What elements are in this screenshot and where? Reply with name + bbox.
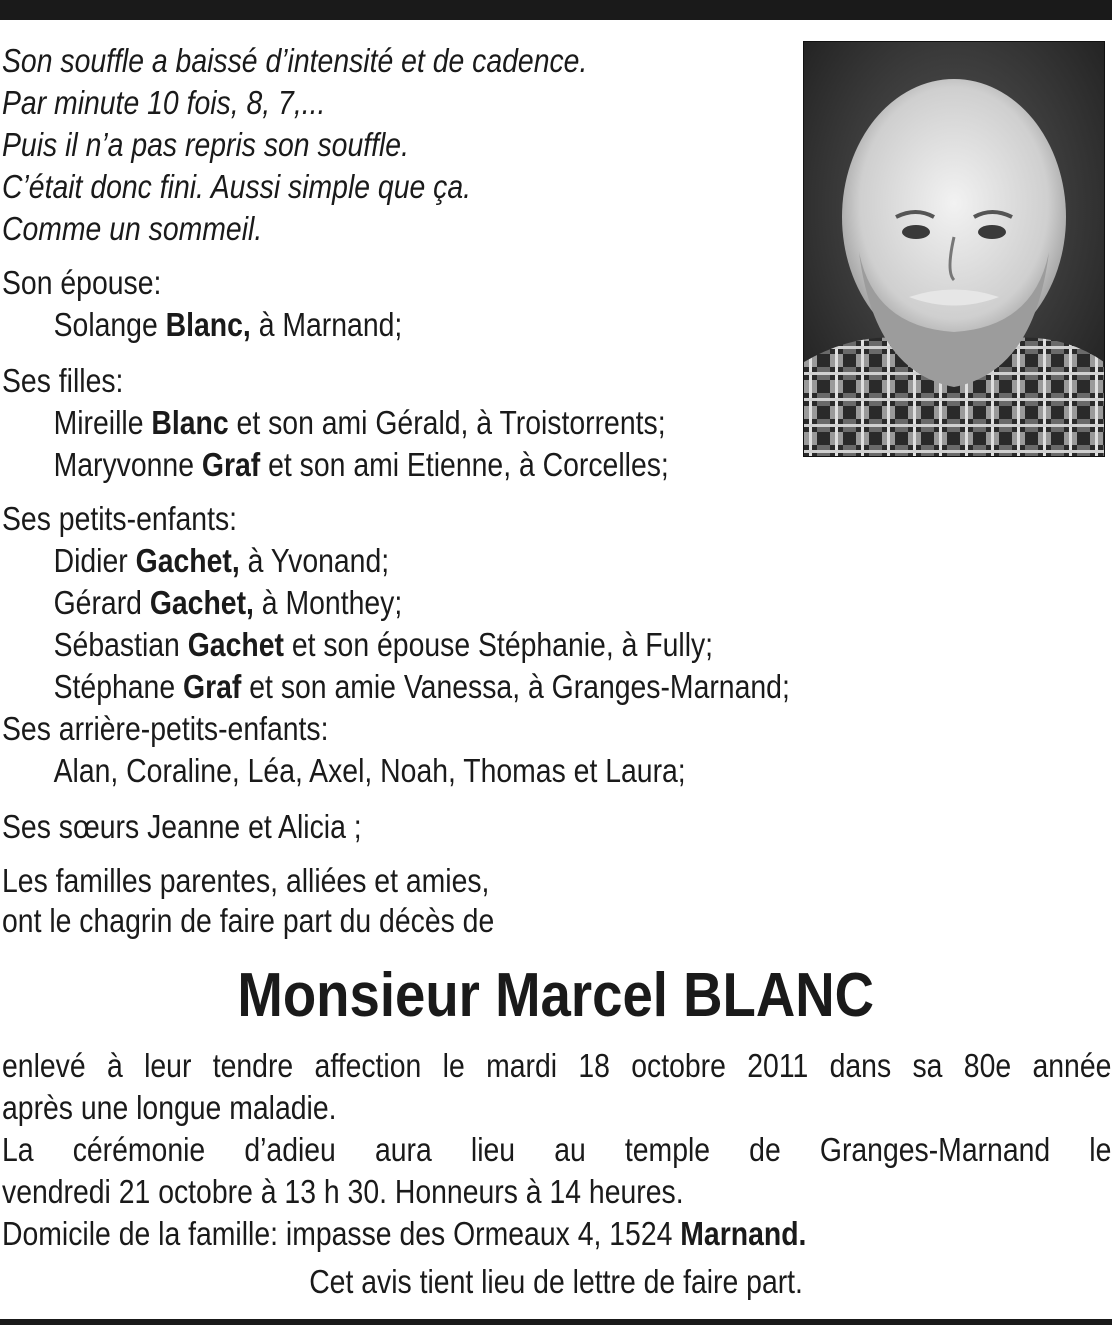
poem-line: C’était donc fini. Aussi simple que ça. (2, 168, 472, 205)
last-name: Blanc, (165, 306, 251, 343)
poem-line: Puis il n’a pas repris son souffle. (2, 126, 409, 163)
poem-line: Par minute 10 fois, 8, 7,... (2, 84, 326, 121)
first-name: Didier (53, 542, 128, 579)
familles-line: Les familles parentes, alliées et amies, (2, 862, 490, 899)
first-name: Sébastian (53, 626, 180, 663)
first-name: Maryvonne (53, 446, 194, 483)
details-line: vendredi 21 octobre à 13 h 30. Honneurs à 14 heures. (2, 1173, 684, 1210)
last-name: Graf (201, 446, 261, 483)
first-name: Stéphane (53, 668, 176, 705)
deceased-name (0, 958, 1112, 1034)
family-member-line (2, 666, 790, 708)
poem-line: Son souffle a baissé d’intensité et de cadence. (2, 42, 588, 79)
last-name: Blanc (151, 404, 229, 441)
family-member-line (2, 444, 669, 486)
bottom-border-rule (0, 1319, 1112, 1325)
last-name: Gachet, (149, 584, 254, 621)
details-line: enlevé à leur tendre affection le mardi 18 octobre 2011 dans sa 80e année (2, 1047, 1112, 1084)
address-locality: Marnand. (680, 1215, 807, 1252)
family-member-line (2, 624, 713, 666)
first-name: Mireille (53, 404, 144, 441)
last-name: Graf (183, 668, 242, 705)
poem (2, 40, 587, 250)
relation-detail: à Monthey; (253, 584, 403, 621)
petits-enfants-heading: Ses petits-enfants: (2, 500, 238, 537)
arriere-names: Alan, Coraline, Léa, Axel, Noah, Thomas et Laura; (53, 752, 686, 789)
details-line: La cérémonie d’adieu aura lieu au temple de Granges-Marnand le (2, 1131, 1112, 1168)
relation-detail: à Marnand; (250, 306, 403, 343)
last-name: Gachet (187, 626, 284, 663)
address-text: Domicile de la famille: impasse des Ormeaux 4, 1524 (2, 1215, 681, 1252)
deceased-name-text: Monsieur Marcel BLANC (237, 961, 875, 1030)
family-member-line (2, 540, 389, 582)
relation-detail: et son épouse Stéphanie, à Fully; (283, 626, 714, 663)
details-line (2, 1213, 1111, 1255)
relation-detail: et son amie Vanessa, à Granges-Marnand; (241, 668, 790, 705)
closing-text: Cet avis tient lieu de lettre de faire part. (309, 1263, 803, 1300)
relation-detail: et son ami Gérald, à Troistorrents; (228, 404, 666, 441)
family-member-line (2, 304, 402, 346)
epouse-heading: Son épouse: (2, 264, 162, 301)
top-border-rule (0, 0, 1112, 20)
last-name: Gachet, (135, 542, 240, 579)
relation-detail: à Yvonand; (239, 542, 390, 579)
filles-heading: Ses filles: (2, 362, 124, 399)
familles-line: ont le chagrin de faire part du décès de (2, 902, 495, 939)
first-name: Solange (53, 306, 158, 343)
portrait-image (804, 42, 1104, 456)
soeurs-line: Ses sœurs Jeanne et Alicia ; (2, 808, 362, 845)
family-member-line (2, 402, 666, 444)
details-paragraph (2, 1045, 1111, 1255)
details-line: après une longue maladie. (2, 1089, 337, 1126)
poem-line: Comme un sommeil. (2, 210, 263, 247)
relation-detail: et son ami Etienne, à Corcelles; (260, 446, 669, 483)
portrait-photo (803, 41, 1105, 457)
first-name: Gérard (53, 584, 142, 621)
arriere-heading: Ses arrière-petits-enfants: (2, 710, 329, 747)
family-member-line (2, 582, 402, 624)
closing-note (0, 1261, 1112, 1303)
